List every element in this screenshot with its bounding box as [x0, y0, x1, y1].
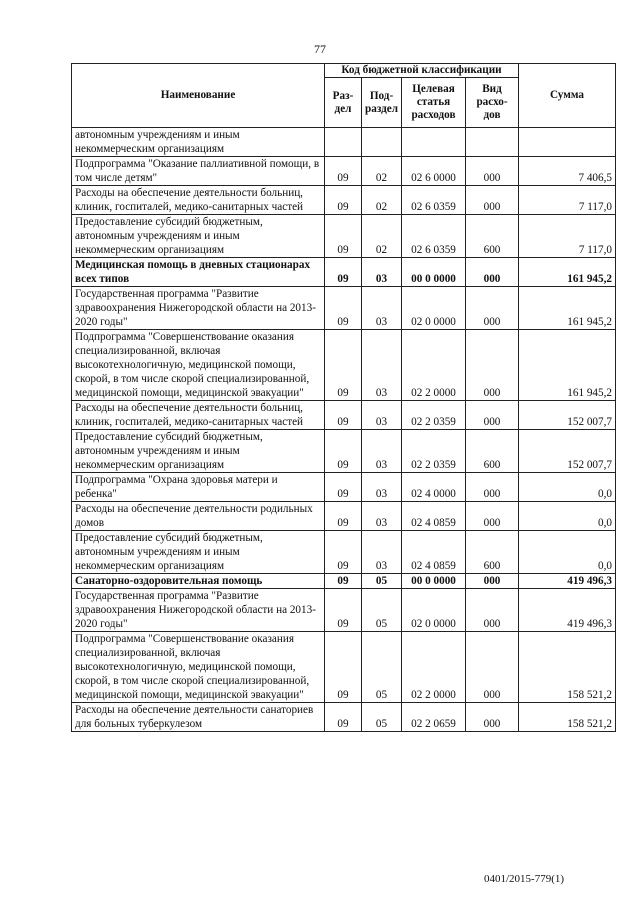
table-row [72, 128, 616, 157]
cell-name: Предоставление субсидий бюджетным, автономным учреждениям и иным некоммерческим организациям [72, 430, 325, 473]
cell-target: 02 2 0000 [402, 330, 466, 401]
cell-target [402, 128, 466, 157]
cell-sum: 7 117,0 [519, 186, 616, 215]
cell-name: Расходы на обеспечение деятельности санаториев для больных туберкулезом [72, 703, 325, 732]
cell-section: 09 [325, 330, 362, 401]
table-row [72, 215, 616, 258]
cell-section: 09 [325, 473, 362, 502]
cell-type: 600 [466, 430, 519, 473]
cell-sum: 152 007,7 [519, 430, 616, 473]
cell-target: 02 0 0000 [402, 589, 466, 632]
cell-subsection: 05 [362, 574, 402, 589]
cell-type: 000 [466, 157, 519, 186]
document-code: 0401/2015-779(1) [484, 873, 565, 885]
header-subsection: Под- раздел [362, 78, 402, 128]
table-row [72, 330, 616, 401]
table-row [72, 703, 616, 732]
header-code-group: Код бюджетной классификации [325, 64, 519, 78]
cell-subsection: 03 [362, 473, 402, 502]
cell-sum: 161 945,2 [519, 330, 616, 401]
cell-section: 09 [325, 589, 362, 632]
cell-type: 000 [466, 589, 519, 632]
cell-name: Расходы на обеспечение деятельности больниц, клиник, госпиталей, медико-санитарных частей [72, 186, 325, 215]
cell-sum: 158 521,2 [519, 703, 616, 732]
cell-sum: 7 117,0 [519, 215, 616, 258]
cell-type [466, 128, 519, 157]
cell-target: 02 6 0359 [402, 215, 466, 258]
table-row [72, 287, 616, 330]
cell-name: Государственная программа "Развитие здравоохранения Нижегородской области на 2013-2020 годы" [72, 589, 325, 632]
table-row [72, 531, 616, 574]
cell-section: 09 [325, 157, 362, 186]
cell-section: 09 [325, 215, 362, 258]
table-body [72, 128, 616, 732]
cell-sum: 161 945,2 [519, 287, 616, 330]
cell-type: 600 [466, 215, 519, 258]
cell-target: 00 0 0000 [402, 258, 466, 287]
cell-sum: 419 496,3 [519, 574, 616, 589]
cell-sum: 0,0 [519, 502, 616, 531]
cell-name: Медицинская помощь в дневных стационарах всех типов [72, 258, 325, 287]
header-section: Раз- дел [325, 78, 362, 128]
cell-sum: 7 406,5 [519, 157, 616, 186]
cell-target: 02 0 0000 [402, 287, 466, 330]
cell-type: 000 [466, 703, 519, 732]
cell-sum: 0,0 [519, 473, 616, 502]
cell-name: Подпрограмма "Совершенствование оказания специализированной, включая высокотехнологичную, медицинской помощи, скорой, в том числе скорой специализированной, медицинской помощи, медицинской эвакуации" [72, 632, 325, 703]
cell-section [325, 128, 362, 157]
cell-subsection: 02 [362, 157, 402, 186]
cell-type: 000 [466, 502, 519, 531]
table-row [72, 574, 616, 589]
cell-subsection: 03 [362, 258, 402, 287]
cell-sum: 161 945,2 [519, 258, 616, 287]
cell-section: 09 [325, 502, 362, 531]
cell-section: 09 [325, 287, 362, 330]
cell-target: 02 4 0859 [402, 531, 466, 574]
cell-sum: 152 007,7 [519, 401, 616, 430]
cell-type: 000 [466, 473, 519, 502]
cell-section: 09 [325, 632, 362, 703]
cell-subsection: 03 [362, 430, 402, 473]
cell-subsection: 05 [362, 589, 402, 632]
cell-name: Подпрограмма "Оказание паллиативной помощи, в том числе детям" [72, 157, 325, 186]
cell-target: 02 2 0359 [402, 430, 466, 473]
cell-type: 600 [466, 531, 519, 574]
cell-target: 02 2 0659 [402, 703, 466, 732]
table-row [72, 401, 616, 430]
cell-subsection: 03 [362, 502, 402, 531]
cell-subsection: 03 [362, 330, 402, 401]
table-row [72, 589, 616, 632]
cell-type: 000 [466, 632, 519, 703]
cell-subsection: 02 [362, 215, 402, 258]
cell-subsection: 03 [362, 287, 402, 330]
cell-target: 02 6 0000 [402, 157, 466, 186]
table-row [72, 430, 616, 473]
cell-type: 000 [466, 258, 519, 287]
cell-name: Предоставление субсидий бюджетным, автономным учреждениям и иным некоммерческим организациям [72, 215, 325, 258]
cell-sum: 419 496,3 [519, 589, 616, 632]
header-name: Наименование [72, 64, 325, 128]
cell-subsection: 05 [362, 632, 402, 703]
budget-table [71, 63, 616, 732]
cell-target: 02 4 0000 [402, 473, 466, 502]
cell-type: 000 [466, 287, 519, 330]
cell-name: автономным учреждениям и иным некоммерческим организациям [72, 128, 325, 157]
cell-subsection: 05 [362, 703, 402, 732]
cell-type: 000 [466, 330, 519, 401]
cell-section: 09 [325, 430, 362, 473]
page-number: 77 [314, 42, 326, 56]
header-target: Целевая статья расходов [402, 78, 466, 128]
table-row [72, 632, 616, 703]
cell-target: 00 0 0000 [402, 574, 466, 589]
cell-section: 09 [325, 531, 362, 574]
header-sum: Сумма [519, 64, 616, 128]
cell-target: 02 4 0859 [402, 502, 466, 531]
cell-name: Государственная программа "Развитие здравоохранения Нижегородской области на 2013-2020 годы" [72, 287, 325, 330]
cell-section: 09 [325, 401, 362, 430]
cell-section: 09 [325, 574, 362, 589]
cell-name: Санаторно-оздоровительная помощь [72, 574, 325, 589]
table-row [72, 157, 616, 186]
cell-target: 02 2 0359 [402, 401, 466, 430]
table-row [72, 258, 616, 287]
table-row [72, 473, 616, 502]
table-header [72, 64, 616, 128]
cell-sum: 0,0 [519, 531, 616, 574]
cell-type: 000 [466, 401, 519, 430]
cell-section: 09 [325, 258, 362, 287]
table-row [72, 502, 616, 531]
cell-section: 09 [325, 703, 362, 732]
cell-name: Предоставление субсидий бюджетным, автономным учреждениям и иным некоммерческим организациям [72, 531, 325, 574]
cell-sum [519, 128, 616, 157]
cell-type: 000 [466, 186, 519, 215]
table-row [72, 186, 616, 215]
cell-subsection [362, 128, 402, 157]
cell-section: 09 [325, 186, 362, 215]
cell-type: 000 [466, 574, 519, 589]
cell-name: Расходы на обеспечение деятельности больниц, клиник, госпиталей, медико-санитарных частей [72, 401, 325, 430]
cell-target: 02 2 0000 [402, 632, 466, 703]
cell-name: Подпрограмма "Совершенствование оказания специализированной, включая высокотехнологичную, медицинской помощи, скорой, в том числе скорой специализированной, медицинской помощи, медицинской эвакуации" [72, 330, 325, 401]
cell-target: 02 6 0359 [402, 186, 466, 215]
cell-sum: 158 521,2 [519, 632, 616, 703]
cell-name: Расходы на обеспечение деятельности родильных домов [72, 502, 325, 531]
cell-name: Подпрограмма "Охрана здоровья матери и ребенка" [72, 473, 325, 502]
cell-subsection: 03 [362, 531, 402, 574]
cell-subsection: 03 [362, 401, 402, 430]
header-type: Вид расхо- дов [466, 78, 519, 128]
cell-subsection: 02 [362, 186, 402, 215]
